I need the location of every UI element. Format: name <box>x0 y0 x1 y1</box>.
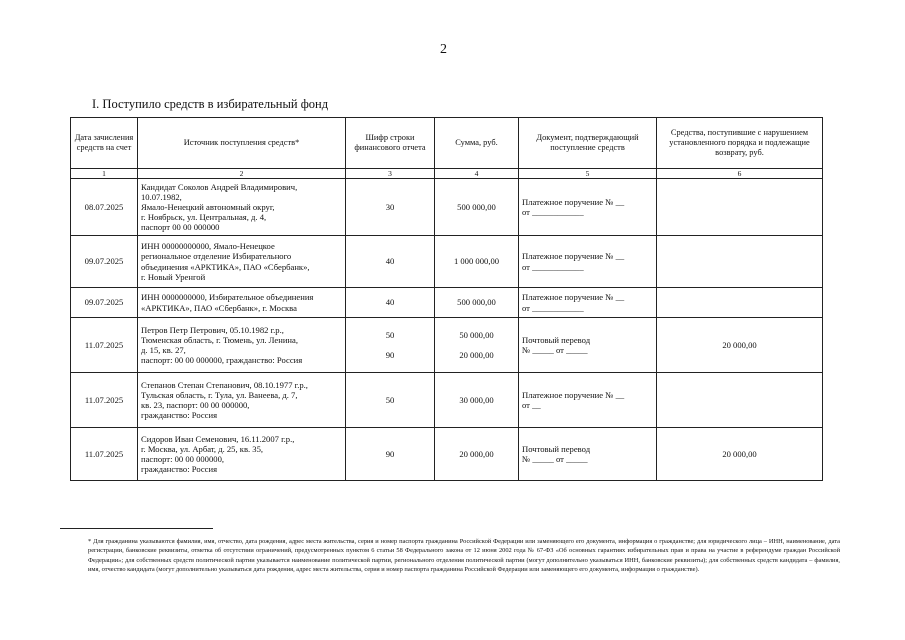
document-line: № _____ от _____ <box>522 345 588 355</box>
table-row <box>71 179 823 236</box>
source-line: ИНН 0000000000, Избирательное объединения <box>141 292 314 303</box>
source-line: Петров Петр Петрович, 05.10.1982 г.р., <box>141 324 284 335</box>
column-number: 3 <box>346 169 435 179</box>
date-cell: 09.07.2025 <box>71 288 138 318</box>
document-line: от __ <box>522 400 541 410</box>
footnote: * Для гражданина указываются фамилия, имя, отчество, дата рождения, адрес места жительства, серия и номер паспорта гражданина Российской Федерации или заменяющего его документа, информация о гражданстве; для юридического лица – ИНН, наименование, дата регистрации, банковские реквизиты, отметка об отсутствии ограничений, предусмотренных пунктом 6 статьи 58 Федерального закона от 12 июня 2002 года № 67-ФЗ «Об основных гарантиях избирательных прав и права на участие в референдуме граждан Российской Федерации»; для собственных средств политической партии указывается наименование политической партии, регионального отделения политической партии (могут дополнительно указываться ИНН, банковские реквизиты); для собственных средств кандидата – фамилия, имя, отчество кандидата (могут дополнительно указываться дата рождения, адрес места жительства, серия и номер паспорта гражданина Российской Федерации или заменяющего его документа, информация о гражданстве). <box>88 538 840 573</box>
code-cell <box>346 318 435 373</box>
document-line: Платежное поручение № __ <box>522 251 625 262</box>
table-row <box>71 318 823 373</box>
source-line: «АРКТИКА», ПАО «Сбербанк», г. Москва <box>141 302 297 313</box>
source-line: паспорт: 00 00 000000, <box>141 454 225 464</box>
source-line: 10.07.1982, <box>141 191 182 202</box>
column-number: 6 <box>657 169 823 179</box>
source-line: ИНН 00000000000, Ямало-Ненецкое <box>141 241 275 252</box>
column-number-row <box>71 169 823 179</box>
document-line: от ____________ <box>522 261 584 272</box>
sum-value: 500 000,00 <box>457 297 496 308</box>
document-line: Платежное поручение № __ <box>522 196 625 207</box>
document-line: № _____ от _____ <box>522 454 588 464</box>
source-line: Тульская область, г. Тула, ул. Ванеева, д. 7, <box>141 389 298 400</box>
code-cell <box>346 373 435 428</box>
document-cell <box>519 179 657 236</box>
source-cell <box>138 373 346 428</box>
source-line: Ямало-Ненецкий автономный округ, <box>141 201 275 212</box>
table-row <box>71 373 823 428</box>
code-cell <box>346 179 435 236</box>
source-line: паспорт: 00 00 000000, гражданство: Россия <box>141 355 303 366</box>
document-cell <box>519 236 657 288</box>
code-cell <box>346 428 435 481</box>
date-cell: 09.07.2025 <box>71 236 138 288</box>
document-cell <box>519 373 657 428</box>
header-row <box>71 118 823 169</box>
code-value: 90 <box>385 448 395 459</box>
page-number: 2 <box>440 42 447 57</box>
code-value: 50 <box>385 329 395 340</box>
source-line: кв. 23, паспорт: 00 00 000000, <box>141 400 250 410</box>
source-line: гражданство: Россия <box>141 410 218 421</box>
header-refund: Средства, поступившие с нарушением установленного порядка и подлежащие возврату, руб. <box>657 118 823 169</box>
source-line: Сидоров Иван Семенович, 16.11.2007 г.р., <box>141 433 295 444</box>
document-line: от ____________ <box>522 302 584 313</box>
code-value: 30 <box>385 201 395 212</box>
document-cell <box>519 428 657 481</box>
source-cell <box>138 288 346 318</box>
document-cell <box>519 288 657 318</box>
code-value: 90 <box>385 350 395 360</box>
refund-cell: 20 000,00 <box>657 428 823 481</box>
date-cell: 11.07.2025 <box>71 428 138 481</box>
source-line: объединения «АРКТИКА», ПАО «Сбербанк», <box>141 261 310 272</box>
refund-cell <box>657 373 823 428</box>
sum-value: 20 000,00 <box>459 350 494 360</box>
sum-value: 30 000,00 <box>459 394 494 405</box>
section-title: I. Поступило средств в избирательный фонд <box>92 97 329 111</box>
table-row <box>71 428 823 481</box>
sum-value: 500 000,00 <box>457 201 496 212</box>
date-cell: 11.07.2025 <box>71 373 138 428</box>
sum-cell <box>435 428 519 481</box>
sum-cell <box>435 373 519 428</box>
code-value: 50 <box>385 394 395 405</box>
header-source: Источник поступления средств* <box>138 118 346 169</box>
spacer <box>349 341 431 349</box>
document-line: от ____________ <box>522 207 584 217</box>
source-line: г. Новый Уренгой <box>141 271 206 282</box>
column-number: 5 <box>519 169 657 179</box>
column-number: 2 <box>138 169 346 179</box>
sum-cell <box>435 318 519 373</box>
code-cell <box>346 288 435 318</box>
source-cell <box>138 318 346 373</box>
source-line: г. Ноябрьск, ул. Центральная, д. 4, <box>141 212 267 223</box>
sum-value: 1 000 000,00 <box>453 256 500 267</box>
spacer <box>438 341 515 349</box>
code-value: 40 <box>385 297 395 308</box>
date-cell: 11.07.2025 <box>71 318 138 373</box>
source-line: гражданство: Россия <box>141 464 218 475</box>
sum-value: 50 000,00 <box>459 329 494 340</box>
column-number: 1 <box>71 169 138 179</box>
table-row <box>71 236 823 288</box>
sum-value: 20 000,00 <box>459 448 494 459</box>
source-cell <box>138 179 346 236</box>
table-row <box>71 288 823 318</box>
document-line: Почтовый перевод <box>522 443 591 454</box>
source-line: Степанов Степан Степанович, 08.10.1977 г.р., <box>141 379 308 390</box>
refund-cell <box>657 236 823 288</box>
source-line: Кандидат Соколов Андрей Владимирович, <box>141 181 298 192</box>
header-code: Шифр строки финансового отчета <box>346 118 435 169</box>
sum-cell <box>435 236 519 288</box>
document-line: Платежное поручение № __ <box>522 389 625 400</box>
header-document: Документ, подтверждающий поступление средств <box>519 118 657 169</box>
footnote-divider <box>60 528 213 529</box>
document-line: Платежное поручение № __ <box>522 292 625 303</box>
refund-cell <box>657 288 823 318</box>
contributions-table <box>70 117 823 481</box>
source-cell <box>138 236 346 288</box>
code-value: 40 <box>385 256 395 267</box>
code-cell <box>346 236 435 288</box>
header-date: Дата зачисления средств на счет <box>71 118 138 169</box>
source-line: г. Москва, ул. Арбат, д. 25, кв. 35, <box>141 443 264 454</box>
sum-cell <box>435 288 519 318</box>
sum-cell <box>435 179 519 236</box>
refund-cell <box>657 179 823 236</box>
document-cell <box>519 318 657 373</box>
date-cell: 08.07.2025 <box>71 179 138 236</box>
source-cell <box>138 428 346 481</box>
header-sum: Сумма, руб. <box>435 118 519 169</box>
document-line: Почтовый перевод <box>522 334 591 345</box>
source-line: д. 15, кв. 27, <box>141 345 186 355</box>
source-line: региональное отделение Избирательного <box>141 251 292 262</box>
column-number: 4 <box>435 169 519 179</box>
refund-cell: 20 000,00 <box>657 318 823 373</box>
source-line: Тюменская область, г. Тюмень, ул. Ленина, <box>141 334 298 345</box>
source-line: паспорт 00 00 000000 <box>141 222 220 233</box>
